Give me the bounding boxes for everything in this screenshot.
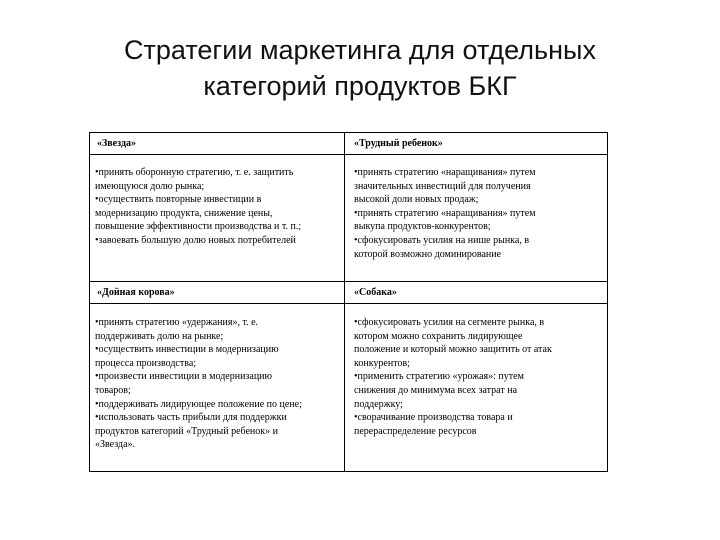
cell-text-line: котором можно сохранить лидирующее xyxy=(354,330,523,342)
cash-cow-cell-title: «Дойная корова» xyxy=(97,287,175,298)
cash-cow-cell-text xyxy=(95,316,341,452)
cell-text-line: «Звезда». xyxy=(95,439,136,451)
cell-text-line: •применить стратегию «урожая»: путем xyxy=(354,371,524,383)
cell-text-line: продуктов категорий «Трудный ребенок» и xyxy=(95,425,278,437)
cell-text-line: поддерживать долю на рынке; xyxy=(95,330,224,342)
bcg-strategy-table xyxy=(89,132,608,472)
star-header-divider xyxy=(90,154,607,155)
cell-text-line: •осуществить повторные инвестиции в xyxy=(95,194,262,206)
cell-text-line: процесса производства; xyxy=(95,357,197,369)
cell-text-line: •принять стратегию «наращивания» путем xyxy=(354,167,536,178)
column-divider xyxy=(344,133,345,471)
cell-text-line: •осуществить инвестиции в модернизацию xyxy=(95,344,279,356)
cell-text-line: перераспределение ресурсов xyxy=(354,425,477,437)
cell-text-line: положение и который можно защитить от атак xyxy=(354,344,552,356)
dog-cell-title: «Собака» xyxy=(354,287,397,298)
cell-text-line: которой возможно доминирование xyxy=(354,248,502,260)
problem-child-cell-title: «Трудный ребенок» xyxy=(354,138,443,149)
cell-text-line: снижения до минимума всех затрат на xyxy=(354,384,518,396)
cell-text-line: •сфокусировать усилия на сегменте рынка, в xyxy=(354,317,545,328)
cell-text-line: •принять стратегию «наращивания» путем xyxy=(354,207,536,219)
row-divider-bottom xyxy=(90,303,607,304)
slide-title-line-2: категорий продуктов БКГ xyxy=(203,71,517,101)
cell-text-line: •принять стратегию «удержания», т. е. xyxy=(95,317,259,328)
cell-text-line: •завоевать большую долю новых потребителей xyxy=(95,234,296,246)
star-cell-title: «Звезда» xyxy=(97,138,137,149)
cell-text-line: •сфокусировать усилия на нише рынка, в xyxy=(354,234,530,246)
cell-text-line: выкупа продуктов-конкурентов; xyxy=(354,221,491,233)
cell-text-line: •принять оборонную стратегию, т. е. защитить xyxy=(95,167,294,178)
slide-title-line-1: Стратегии маркетинга для отдельных xyxy=(124,35,596,65)
cell-text-line: поддержку; xyxy=(354,398,403,410)
cell-text-line: имеющуюся долю рынка; xyxy=(95,180,205,192)
cell-text-line: •произвести инвестиции в модернизацию xyxy=(95,371,272,383)
dog-cell-text xyxy=(354,316,600,438)
problem-child-cell-text xyxy=(354,166,600,261)
cell-text-line: •использовать часть прибыли для поддержки xyxy=(95,412,287,424)
row-divider-top xyxy=(90,281,607,282)
cell-text-line: товаров; xyxy=(95,384,131,396)
cell-text-line: повышение эффективности производства и т. п.; xyxy=(95,221,302,233)
cell-text-line: высокой доли новых продаж; xyxy=(354,194,479,206)
star-cell-text xyxy=(95,166,341,248)
cell-text-line: •сворачивание производства товара и xyxy=(354,412,513,424)
cell-text-line: конкурентов; xyxy=(354,357,410,369)
slide-title xyxy=(40,32,680,104)
cell-text-line: •поддерживать лидирующее положение по цене; xyxy=(95,398,302,410)
cell-text-line: значительных инвестиций для получения xyxy=(354,180,531,192)
cell-text-line: модернизацию продукта, снижение цены, xyxy=(95,207,273,219)
